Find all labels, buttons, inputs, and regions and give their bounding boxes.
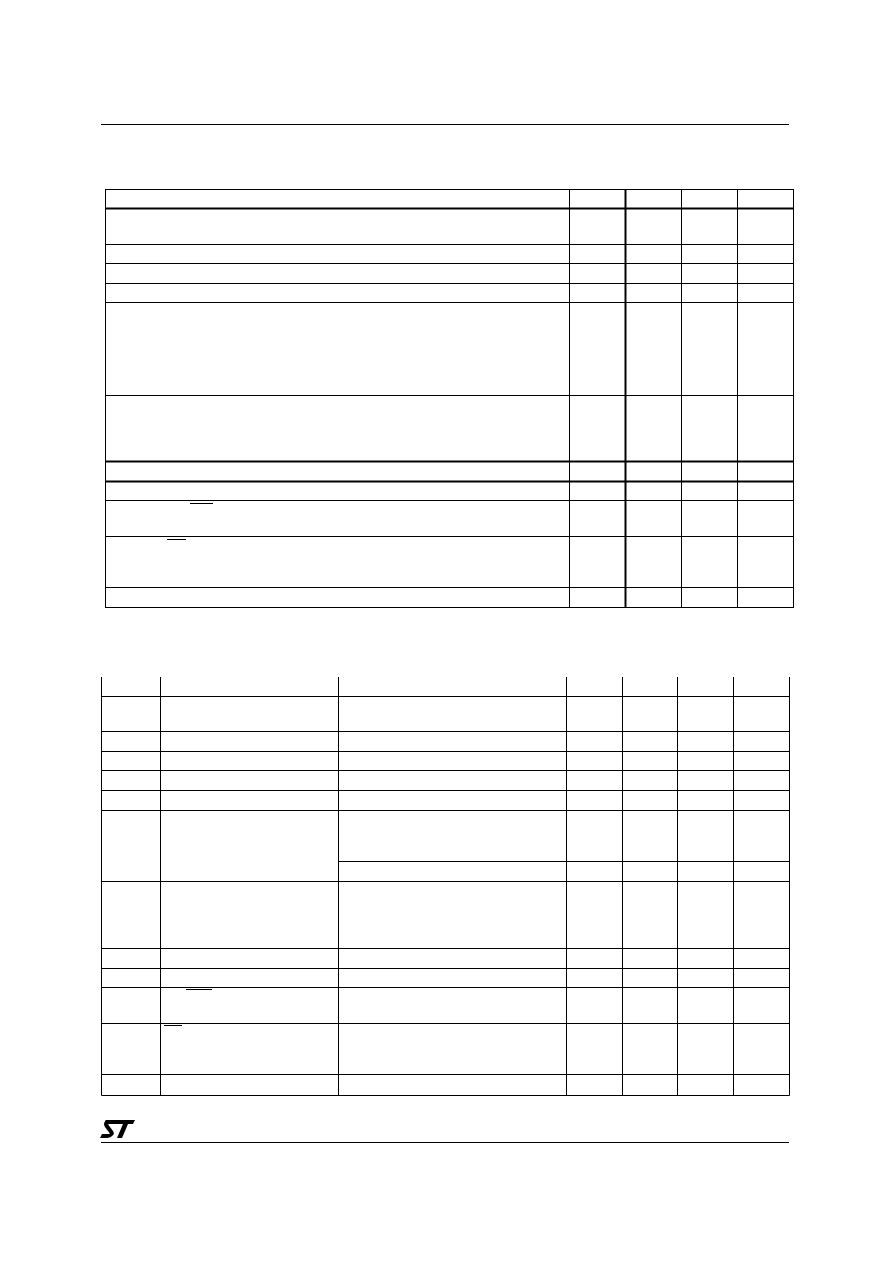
footer-rule [101,1142,789,1143]
st-logo-icon [100,1119,136,1141]
